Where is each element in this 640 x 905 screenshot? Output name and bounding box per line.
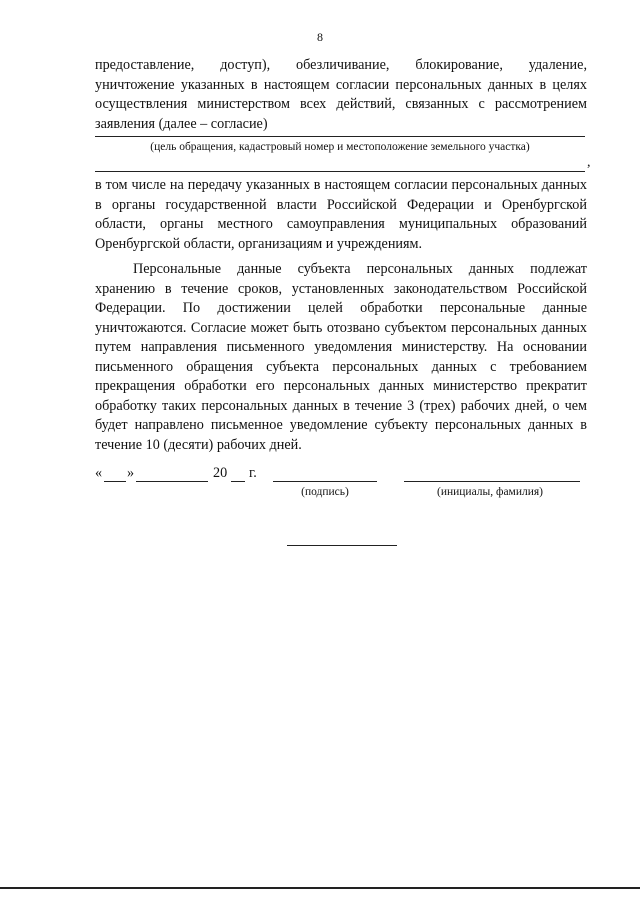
transfer-paragraph: в том числе на передачу указанных в настоящем согласии персональных данных в органы государственной власти Российской Федерации и Оренбургской области, органы местного самоуправления муниципальных образований Оренбургской области, организациям и учреждениям.: [95, 177, 587, 252]
consent-paragraph-first-line: предоставление, доступ), обезличивание, блокирование, удаление,: [95, 57, 587, 73]
name-hint: (инициалы, фамилия): [436, 486, 544, 498]
date-quote-close: »: [127, 465, 135, 481]
purpose-field-line: [95, 136, 585, 137]
page-bottom-border: [0, 887, 640, 889]
day-blank: [104, 481, 126, 482]
year-blank: [231, 481, 245, 482]
storage-paragraph: Персональные данные субъекта персональных данных подлежат хранению в течение сроков, установленных законодательством Российской Федерации. По достижении целей обработки персональные данные уничтожаются. Согласие может быть отозвано субъектом персональных данных путем направления письменного уведомления министерству. На основании письменного обращения субъекта персональных данных с требованием прекращения обработки его персональных данных министерство прекратит обработку таких персональных данных в течение 3 (трех) рабочих дней, о чем будет направлено письменное уведомление субъекту персональных данных в течение 10 (десяти) рабочих дней.: [95, 261, 587, 453]
purpose-field-line-2: [95, 171, 585, 172]
purpose-comma: ,: [587, 155, 591, 170]
purpose-field-hint: (цель обращения, кадастровый номер и местоположение земельного участка): [150, 141, 530, 153]
year-prefix: 20: [213, 465, 228, 481]
page-number: 8: [317, 30, 323, 44]
name-blank: [404, 481, 580, 482]
consent-paragraph-rest: уничтожение указанных в настоящем согласии персональных данных в целях осуществления министерством всех действий, связанных с рассмотрением заявления (далее – согласие): [95, 76, 587, 132]
consent-paragraph: [95, 56, 587, 134]
year-suffix: г.: [249, 465, 257, 481]
signature-hint: (подпись): [301, 486, 349, 498]
end-divider: [287, 545, 397, 546]
signature-row: [95, 465, 585, 485]
date-quote-open: «: [95, 465, 103, 481]
month-blank: [136, 481, 208, 482]
signature-blank: [273, 481, 377, 482]
